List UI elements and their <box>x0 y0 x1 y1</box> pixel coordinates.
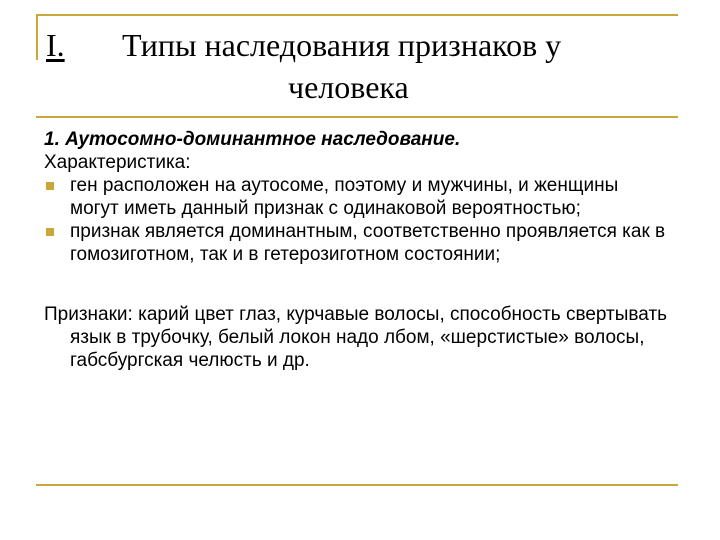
list-item-text: признак является доминантным, соответственно проявляется как в гомозиготном, так и в гетерозиготном состоянии; <box>70 221 666 265</box>
list-item <box>44 174 670 220</box>
list-item-text: ген расположен на аутосоме, поэтому и мужчины, и женщины могут иметь данный признак с одинаковой вероятностью; <box>70 175 619 219</box>
left-accent-bar <box>36 14 38 60</box>
bottom-divider <box>36 484 678 486</box>
title-line-1: Типы наследования признаков у <box>122 27 562 63</box>
list-item <box>44 220 670 266</box>
characteristics-list <box>44 174 684 266</box>
title-number: I. <box>46 27 65 63</box>
square-bullet-icon <box>46 182 54 190</box>
square-bullet-icon <box>46 228 54 236</box>
slide-content <box>44 128 684 372</box>
section-subheading: Характеристика: <box>44 152 191 173</box>
title-divider <box>36 116 678 118</box>
signs-paragraph: Признаки: карий цвет глаз, курчавые волосы, способность свертывать язык в трубочку, белый локон надо лбом, «шерстистые» волосы, габсбургская челюсть и др. <box>44 304 668 371</box>
section-heading: 1. Аутосомно-доминантное наследование. <box>44 129 461 150</box>
top-divider <box>36 14 678 16</box>
title-line-2: человека <box>288 69 409 105</box>
